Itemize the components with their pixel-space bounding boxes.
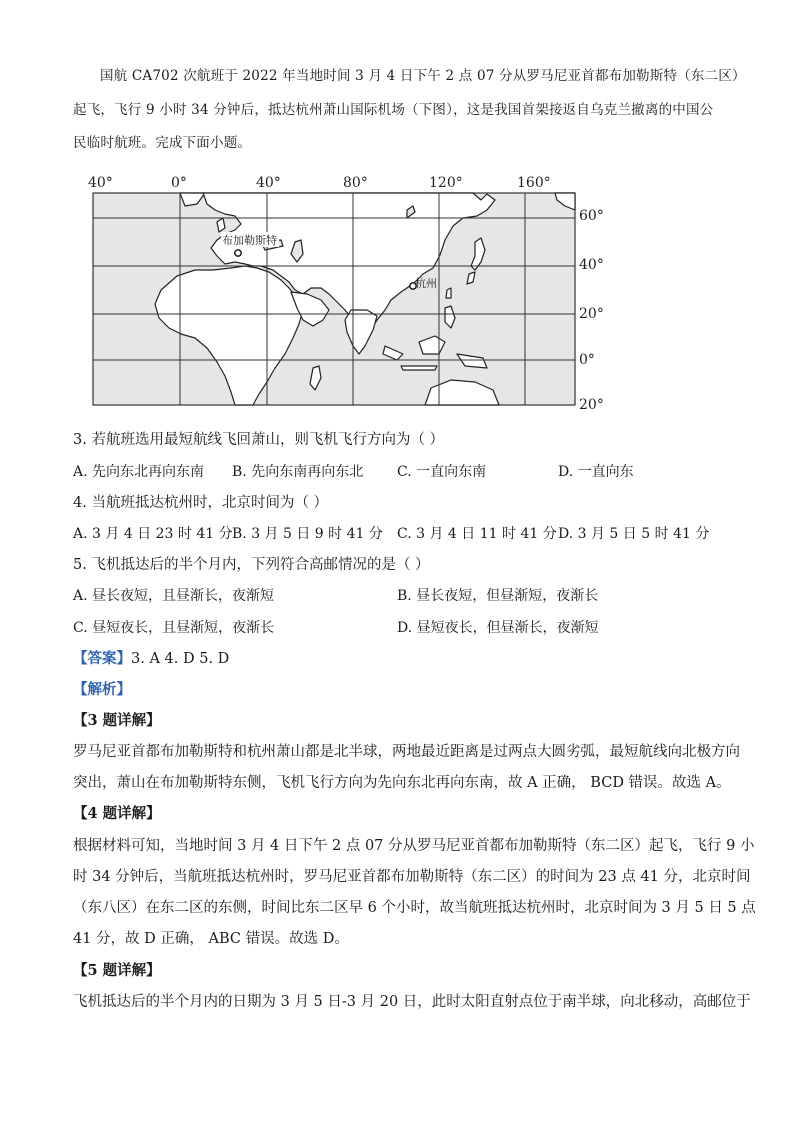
q3-detail-line-1: 罗马尼亚首都布加勒斯特和杭州萧山都是北半球，两地最近距离是过两点大圆劣弧，最短航线向北极方向 xyxy=(73,744,740,760)
question-3-option-a: A. 先向东北再向东南 xyxy=(73,464,205,480)
lat-label-60n: 60° xyxy=(579,208,604,224)
question-3-option-d: D. 一直向东 xyxy=(558,464,634,480)
q4-detail-line-1: 根据材料可知，当地时间 3 月 4 日下午 2 点 07 分从罗马尼亚首都布加勒斯特（东二区）起飞，飞行 9 小 xyxy=(73,838,755,854)
question-4-option-c: C. 3 月 4 日 11 时 41 分 xyxy=(397,526,557,542)
question-5-option-c: C. 昼短夜长，且昼渐短，夜渐长 xyxy=(73,620,275,636)
bucharest-label: 布加勒斯特 xyxy=(222,234,277,247)
question-5-option-d: D. 昼短夜长，但昼渐长，夜渐短 xyxy=(397,620,599,636)
answer-text: 3. A 4. D 5. D xyxy=(131,651,230,667)
question-4-option-d: D. 3 月 5 日 5 时 41 分 xyxy=(558,526,710,542)
intro-line-1: 国航 CA702 次航班于 2022 年当地时间 3 月 4 日下午 2 点 07 分从罗马尼亚首都布加勒斯特（东二区） xyxy=(100,68,746,84)
question-3-option-c: C. 一直向东南 xyxy=(397,464,487,480)
lat-label-20n: 20° xyxy=(579,306,604,322)
lat-label-20s: 20° xyxy=(579,397,604,413)
lat-label-0: 0° xyxy=(579,352,595,368)
analysis-tag: 【解析】 xyxy=(73,681,131,698)
question-4-stem: 4. 当航班抵达杭州时，北京时间为（ ） xyxy=(73,495,329,511)
bucharest-marker-icon xyxy=(235,250,241,256)
world-map-figure xyxy=(85,170,615,415)
lon-label-120e: 120° xyxy=(429,175,463,191)
lon-label-40e: 40° xyxy=(256,175,281,191)
answer-row xyxy=(73,649,229,669)
q5-detail-line-1: 飞机抵达后的半个月内的日期为 3 月 5 日-3 月 20 日，此时太阳直射点位于南半球，向北移动，高邮位于 xyxy=(73,994,751,1010)
intro-line-2: 起飞，飞行 9 小时 34 分钟后，抵达杭州萧山国际机场（下图），这是我国首架接返自乌克兰撤离的中国公 xyxy=(73,102,714,118)
q3-detail-line-2: 突出，萧山在布加勒斯特东侧，飞机飞行方向为先向东北再向东南，故 A 正确， BCD 错误。故选 A。 xyxy=(73,775,731,791)
lon-label-40w: 40° xyxy=(88,175,113,191)
question-5-stem: 5. 飞机抵达后的半个月内，下列符合高邮情况的是（ ） xyxy=(73,557,430,573)
q4-detail-title: 【4 题详解】 xyxy=(73,805,161,822)
q4-detail-line-3: （东八区）在东二区的东侧，时间比东二区早 6 个小时，故当航班抵达杭州时，北京时间为 3 月 5 日 5 点 xyxy=(73,900,756,916)
lat-label-40n: 40° xyxy=(579,257,604,273)
q4-detail-line-2: 时 34 分钟后，当航班抵达杭州时，罗马尼亚首都布加勒斯特（东二区）的时间为 23 点 41 分，北京时间 xyxy=(73,869,751,885)
question-4-option-b: B. 3 月 5 日 9 时 41 分 xyxy=(232,526,383,542)
hangzhou-label: 杭州 xyxy=(415,277,437,290)
answer-tag: 【答案】 xyxy=(73,650,131,667)
question-3-option-b: B. 先向东南再向东北 xyxy=(232,464,364,480)
q4-detail-line-4: 41 分，故 D 正确， ABC 错误。故选 D。 xyxy=(73,931,349,947)
lon-label-0: 0° xyxy=(171,175,187,191)
lon-label-80e: 80° xyxy=(343,175,368,191)
question-5-option-b: B. 昼长夜短，但昼渐短，夜渐长 xyxy=(397,588,599,604)
lon-label-160e: 160° xyxy=(517,175,551,191)
question-3-stem: 3. 若航班选用最短航线飞回萧山，则飞机飞行方向为（ ） xyxy=(73,432,445,448)
intro-line-3: 民临时航班。完成下面小题。 xyxy=(73,135,252,151)
q5-detail-title: 【5 题详解】 xyxy=(73,962,161,979)
question-5-option-a: A. 昼长夜短，且昼渐长，夜渐短 xyxy=(73,588,275,604)
question-4-option-a: A. 3 月 4 日 23 时 41 分 xyxy=(73,526,233,542)
q3-detail-title: 【3 题详解】 xyxy=(73,712,161,729)
